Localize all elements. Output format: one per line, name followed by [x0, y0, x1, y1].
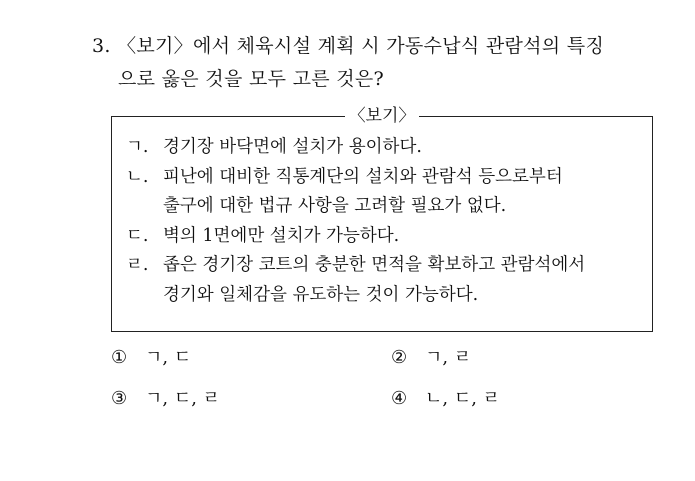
bogi-item-2-cont [112, 192, 652, 222]
option-text: ㄱ, ㄷ [145, 347, 192, 368]
question-stem [92, 30, 672, 96]
options-row-1 [111, 343, 671, 384]
option-number: ③ [111, 388, 128, 409]
bogi-item-4 [112, 251, 652, 281]
option-2[interactable] [391, 343, 671, 384]
bogi-item-3 [112, 222, 652, 252]
option-1[interactable] [111, 343, 391, 384]
bogi-item-text: 출구에 대한 법규 사항을 고려할 필요가 없다. [163, 196, 507, 216]
bogi-item-4-cont [112, 281, 652, 311]
bogi-box [111, 106, 653, 332]
bogi-items [112, 133, 652, 310]
option-number: ② [391, 347, 408, 368]
bogi-item-text: 벽의 1면에만 설치가 가능하다. [163, 225, 400, 246]
option-number: ④ [391, 388, 408, 409]
bogi-title: 〈보기〉 [112, 104, 652, 128]
bogi-item-text: 경기와 일체감을 유도하는 것이 가능하다. [163, 284, 479, 305]
bogi-item-2 [112, 163, 652, 193]
question-line-2: 으로 옳은 것을 모두 고른 것은? [118, 68, 385, 90]
option-text: ㄴ, ㄷ, ㄹ [425, 388, 501, 409]
options-row-2 [111, 384, 671, 425]
bogi-item-text: 경기장 바닥면에 설치가 용이하다. [163, 137, 422, 157]
bogi-item-text: 피난에 대비한 직통계단의 설치와 관람석 등으로부터 [163, 166, 563, 187]
option-number: ① [111, 347, 128, 368]
bogi-item-mark: ㄴ. [126, 166, 149, 187]
option-text: ㄱ, ㄷ, ㄹ [145, 388, 221, 409]
option-text: ㄱ, ㄹ [425, 347, 472, 368]
bogi-item-mark: ㄱ. [126, 137, 149, 157]
question-line-1: 3. 〈보기〉에서 체육시설 계획 시 가동수납식 관람석의 특징 [92, 35, 605, 57]
option-4[interactable] [391, 384, 671, 425]
answer-options [111, 343, 671, 425]
bogi-item-mark: ㄹ. [126, 255, 149, 275]
option-3[interactable] [111, 384, 391, 425]
bogi-item-text: 좁은 경기장 코트의 충분한 면적을 확보하고 관람석에서 [163, 255, 586, 275]
bogi-item-1 [112, 133, 652, 163]
bogi-item-mark: ㄷ. [126, 225, 149, 246]
